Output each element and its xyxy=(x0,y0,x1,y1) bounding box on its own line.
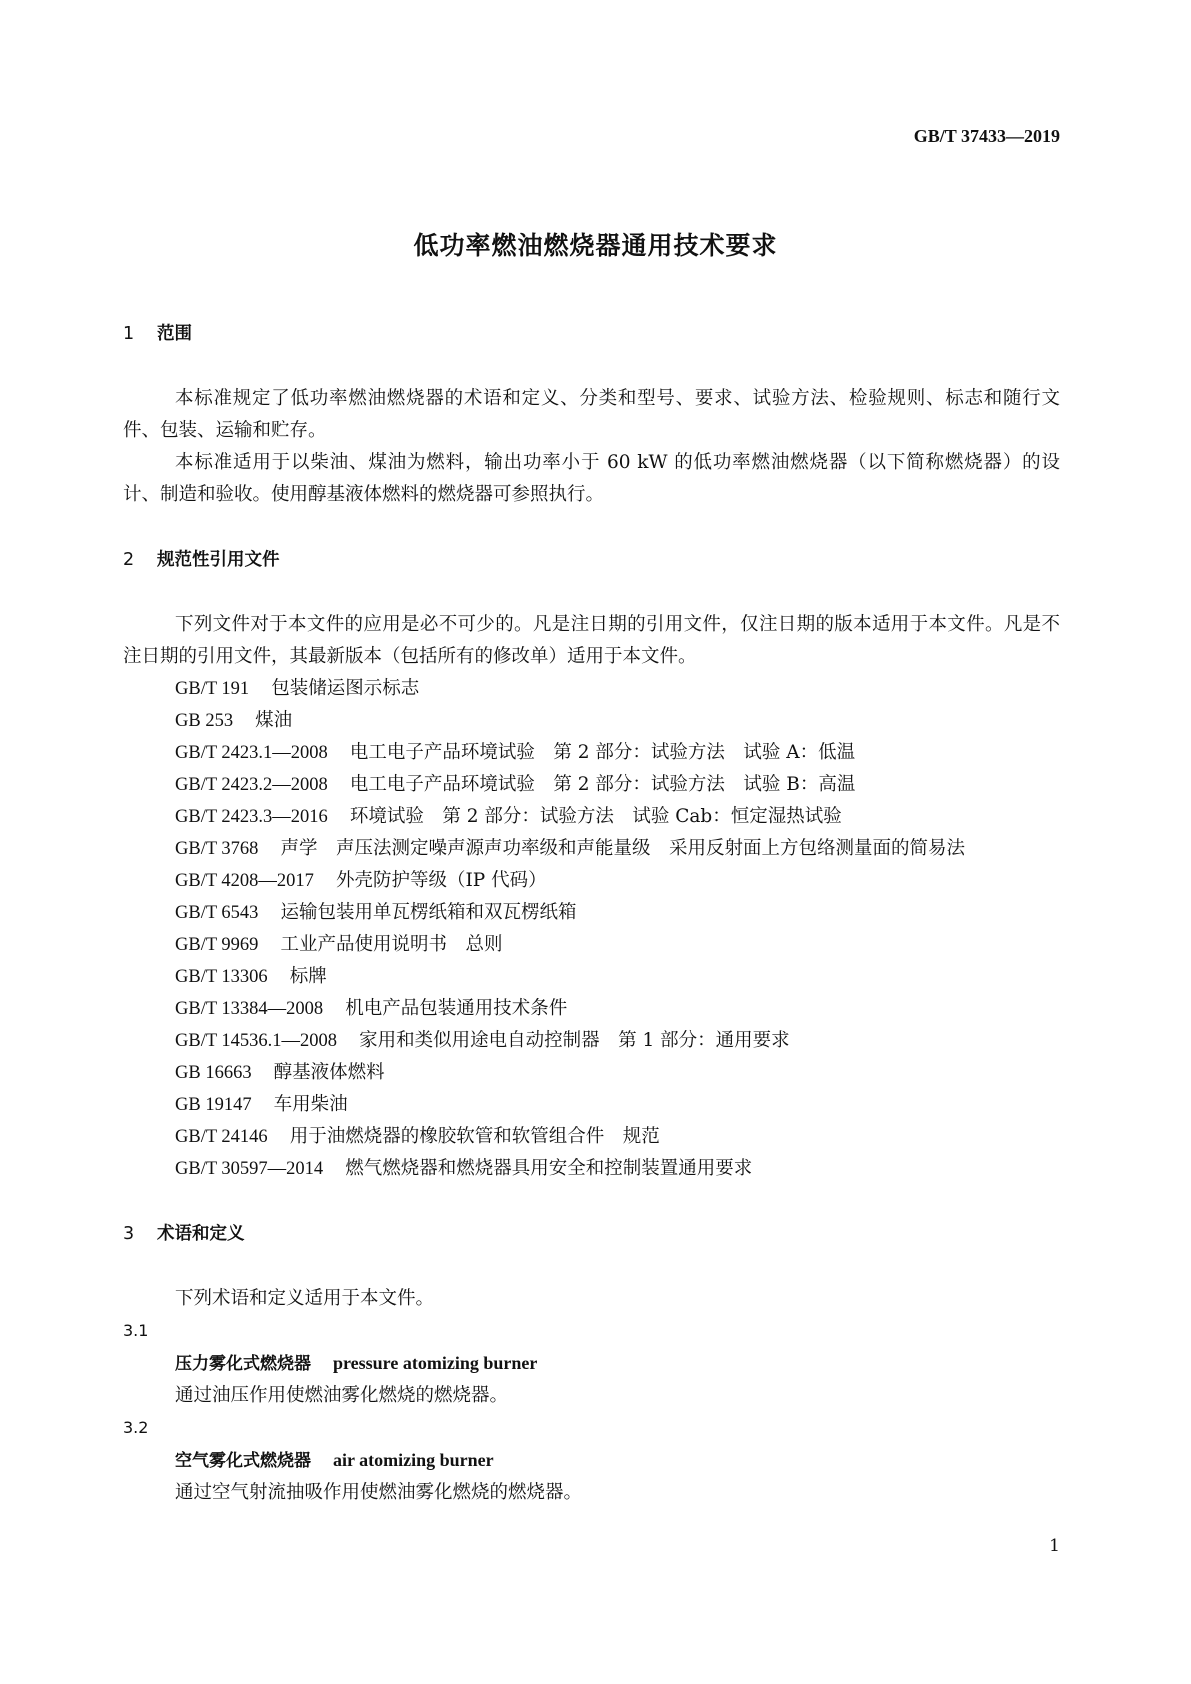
reference-item xyxy=(123,705,1060,737)
reference-item xyxy=(123,673,1060,705)
paragraph: 下列文件对于本文件的应用是必不可少的。凡是注日期的引用文件，仅注日期的版本适用于本文件。凡是不注日期的引用文件，其最新版本（包括所有的修改单）适用于本文件。 xyxy=(123,614,1060,667)
section-number: 1 xyxy=(123,324,135,344)
reference-title: 电工电子产品环境试验 第 2 部分：试验方法 试验 B：高温 xyxy=(349,774,856,795)
reference-code: GB 19147 xyxy=(175,1095,252,1115)
reference-title: 标牌 xyxy=(289,966,327,987)
reference-item xyxy=(123,897,1060,929)
reference-list xyxy=(123,673,1060,1185)
reference-item xyxy=(123,865,1060,897)
section-title: 范围 xyxy=(157,324,192,344)
reference-item xyxy=(123,769,1060,801)
reference-title: 煤油 xyxy=(255,710,293,731)
document-title: 低功率燃油燃烧器通用技术要求 xyxy=(413,231,778,260)
reference-title: 机电产品包装通用技术条件 xyxy=(345,998,568,1019)
reference-code: GB/T 3768 xyxy=(175,839,259,859)
reference-code: GB/T 30597—2014 xyxy=(175,1159,324,1179)
reference-code: GB/T 4208—2017 xyxy=(175,871,314,891)
reference-item xyxy=(123,833,1060,865)
section-heading-2 xyxy=(123,544,1060,576)
paragraph: 本标准规定了低功率燃油燃烧器的术语和定义、分类和型号、要求、试验方法、检验规则、标志和随行文件、包装、运输和贮存。 xyxy=(123,388,1060,441)
reference-code: GB/T 13306 xyxy=(175,967,268,987)
reference-code: GB/T 9969 xyxy=(175,935,259,955)
term-name xyxy=(123,1347,1060,1380)
reference-title: 外壳防护等级（IP 代码） xyxy=(335,870,547,891)
reference-title: 环境试验 第 2 部分：试验方法 试验 Cab：恒定湿热试验 xyxy=(349,806,842,827)
section-number: 2 xyxy=(123,550,135,570)
term-en: air atomizing burner xyxy=(333,1450,494,1470)
reference-title: 声学 声压法测定噪声源声功率级和声能量级 采用反射面上方包络测量面的简易法 xyxy=(280,838,965,859)
reference-code: GB/T 2423.2—2008 xyxy=(175,775,328,795)
paragraph: 本标准适用于以柴油、煤油为燃料，输出功率小于 60 kW 的低功率燃油燃烧器（以下简称燃烧器）的设计、制造和验收。使用醇基液体燃料的燃烧器可参照执行。 xyxy=(123,452,1060,505)
section-number: 3 xyxy=(123,1224,135,1244)
paragraph: 下列术语和定义适用于本文件。 xyxy=(175,1288,435,1309)
reference-title: 工业产品使用说明书 总则 xyxy=(280,934,503,955)
term-definition: 通过油压作用使燃油雾化燃烧的燃烧器。 xyxy=(175,1385,509,1406)
reference-code: GB/T 191 xyxy=(175,679,250,699)
reference-item xyxy=(123,1025,1060,1057)
reference-title: 运输包装用单瓦楞纸箱和双瓦楞纸箱 xyxy=(280,902,577,923)
reference-code: GB/T 13384—2008 xyxy=(175,999,324,1019)
reference-code: GB 253 xyxy=(175,711,234,731)
reference-title: 包装储运图示标志 xyxy=(271,678,420,699)
reference-code: GB/T 6543 xyxy=(175,903,259,923)
reference-title: 醇基液体燃料 xyxy=(273,1062,385,1083)
reference-code: GB/T 14536.1—2008 xyxy=(175,1031,338,1051)
page-number: 1 xyxy=(1049,1536,1060,1556)
section-heading-3 xyxy=(123,1218,1060,1250)
reference-code: GB 16663 xyxy=(175,1063,252,1083)
term-en: pressure atomizing burner xyxy=(333,1353,538,1373)
reference-item xyxy=(123,993,1060,1025)
reference-code: GB/T 2423.3—2016 xyxy=(175,807,328,827)
term-name xyxy=(123,1444,1060,1477)
reference-title: 车用柴油 xyxy=(273,1094,348,1115)
reference-title: 燃气燃烧器和燃烧器具用安全和控制装置通用要求 xyxy=(345,1158,753,1179)
term-number: 3.2 xyxy=(123,1418,149,1437)
reference-item xyxy=(123,1089,1060,1121)
term-zh: 压力雾化式燃烧器 xyxy=(175,1354,311,1374)
section-title: 术语和定义 xyxy=(157,1224,245,1244)
reference-title: 电工电子产品环境试验 第 2 部分：试验方法 试验 A：低温 xyxy=(349,742,856,763)
reference-item xyxy=(123,801,1060,833)
term-list xyxy=(123,1315,1060,1509)
term-zh: 空气雾化式燃烧器 xyxy=(175,1451,311,1471)
reference-item xyxy=(123,1121,1060,1153)
reference-item xyxy=(123,1153,1060,1185)
reference-code: GB/T 24146 xyxy=(175,1127,268,1147)
term-definition: 通过空气射流抽吸作用使燃油雾化燃烧的燃烧器。 xyxy=(175,1482,583,1503)
section-heading-1 xyxy=(123,318,1060,350)
reference-item xyxy=(123,1057,1060,1089)
section-title: 规范性引用文件 xyxy=(157,550,280,570)
standard-code: GB/T 37433—2019 xyxy=(913,126,1060,146)
document-body xyxy=(123,318,1060,1509)
term-number: 3.1 xyxy=(123,1321,149,1340)
reference-title: 家用和类似用途电自动控制器 第 1 部分：通用要求 xyxy=(359,1030,790,1051)
reference-item xyxy=(123,737,1060,769)
reference-item xyxy=(123,961,1060,993)
reference-title: 用于油燃烧器的橡胶软管和软管组合件 规范 xyxy=(289,1126,660,1147)
reference-code: GB/T 2423.1—2008 xyxy=(175,743,328,763)
reference-item xyxy=(123,929,1060,961)
